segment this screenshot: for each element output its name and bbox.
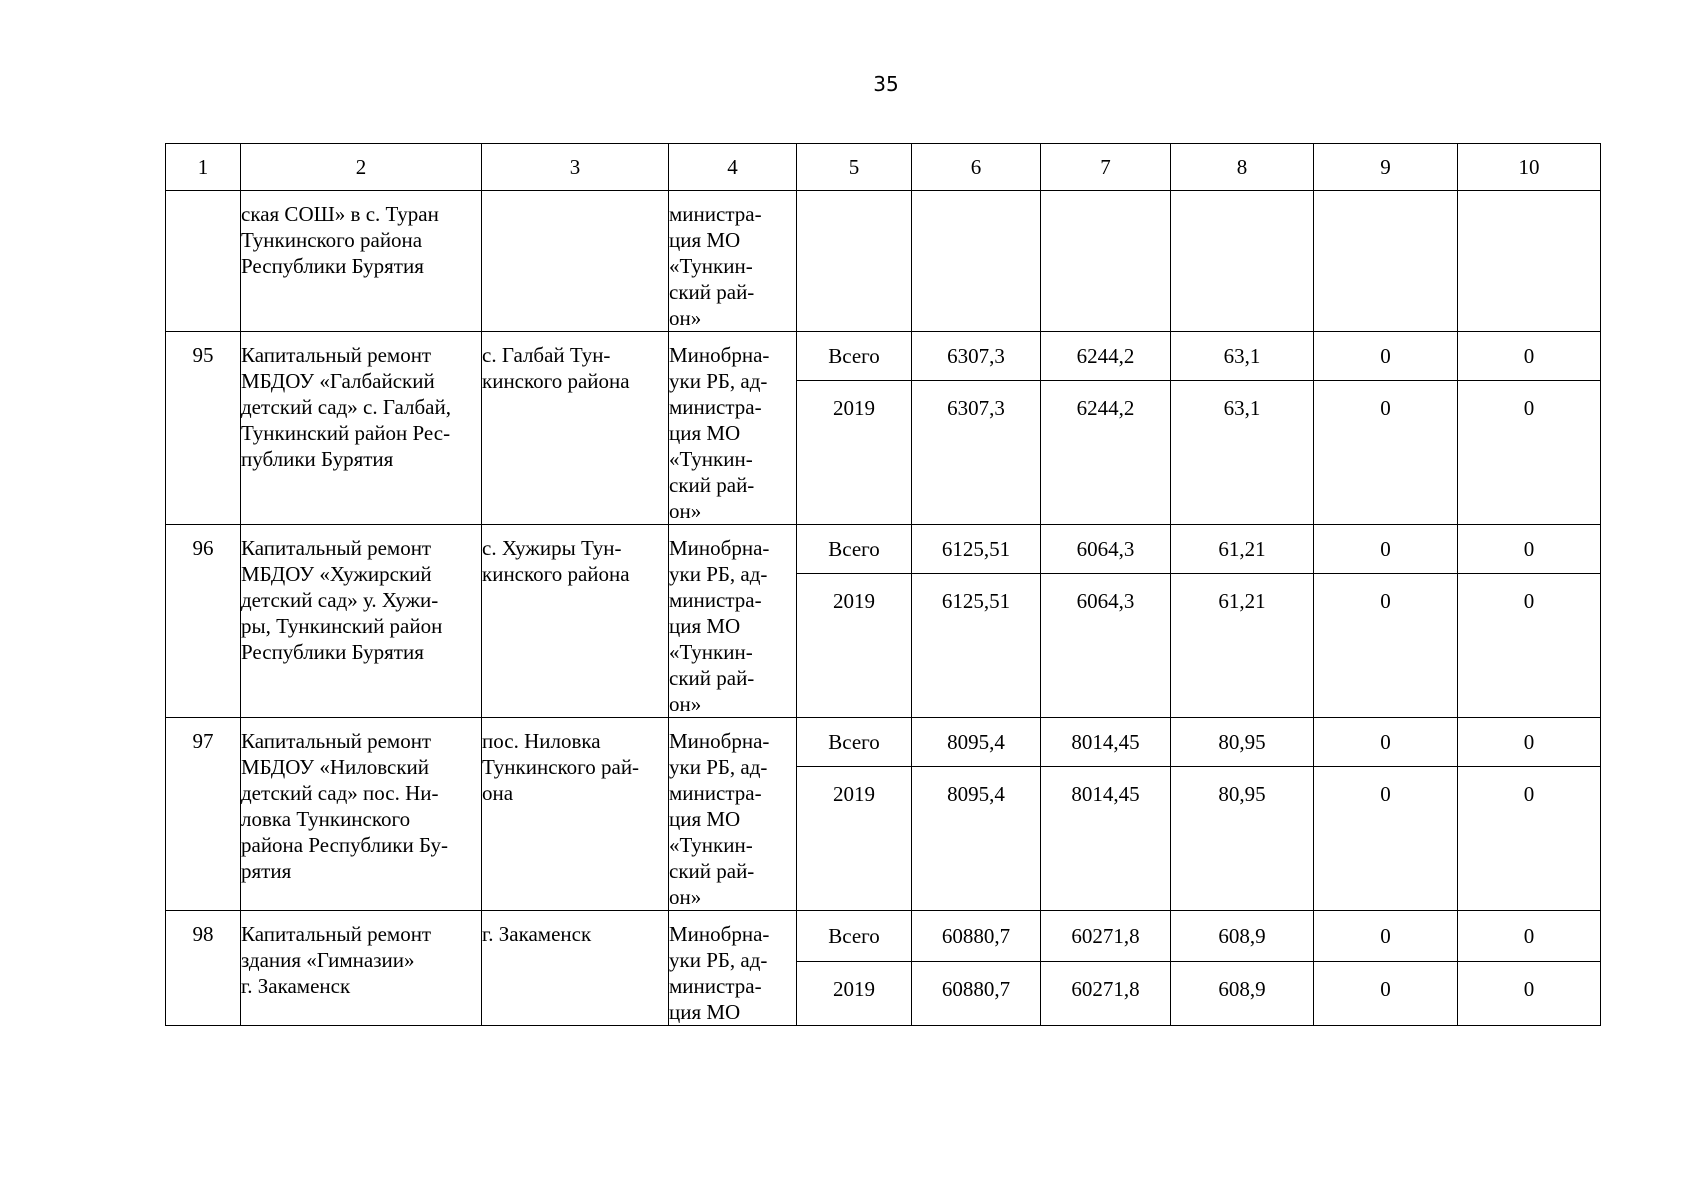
page-number: 35: [873, 72, 899, 96]
value-cell: 0: [1458, 380, 1601, 524]
period-cell: 2019: [797, 766, 912, 910]
text-line: ловка Тункинского: [241, 807, 411, 831]
period-cell: 2019: [797, 961, 912, 1026]
value-cell: 6244,2: [1041, 380, 1171, 524]
row-number: 96: [166, 525, 241, 718]
value-cell: 61,21: [1171, 525, 1314, 574]
text-line: уки РБ, ад-: [669, 562, 768, 586]
value-cell: 8095,4: [912, 718, 1041, 767]
text-line: МБДОУ «Галбайский: [241, 369, 435, 393]
text-line: рятия: [241, 859, 292, 883]
value-cell: 63,1: [1171, 332, 1314, 381]
header-cell: 4: [669, 144, 797, 191]
name-cell: [241, 718, 482, 911]
value-cell: 6064,3: [1041, 573, 1171, 717]
name-cell: [241, 191, 482, 332]
header-cell: 10: [1458, 144, 1601, 191]
value-cell: 80,95: [1171, 718, 1314, 767]
value-cell: 6064,3: [1041, 525, 1171, 574]
value-cell: 0: [1314, 961, 1458, 1026]
text-line: «Тункин-: [669, 447, 753, 471]
text-line: он»: [669, 306, 702, 330]
value-cell: [1314, 191, 1458, 332]
responsible-cell: [669, 191, 797, 332]
text-line: министра-: [669, 588, 762, 612]
text-line: Капитальный ремонт: [241, 922, 432, 946]
location-cell: [482, 525, 669, 718]
text-line: здания «Гимназии»: [241, 948, 415, 972]
header-cell: 8: [1171, 144, 1314, 191]
header-cell: 3: [482, 144, 669, 191]
text-line: пос. Ниловка: [482, 729, 601, 753]
text-line: детский сад» пос. Ни-: [241, 781, 439, 805]
header-cell: 7: [1041, 144, 1171, 191]
text-line: он»: [669, 499, 702, 523]
name-cell: [241, 525, 482, 718]
text-line: ский рай-: [669, 666, 755, 690]
text-line: МБДОУ «Хужирский: [241, 562, 432, 586]
header-cell: 5: [797, 144, 912, 191]
name-cell: [241, 332, 482, 525]
header-cell: 2: [241, 144, 482, 191]
location-cell: [482, 191, 669, 332]
value-cell: 0: [1314, 718, 1458, 767]
text-line: Минобрна-: [669, 536, 770, 560]
text-line: Капитальный ремонт: [241, 343, 432, 367]
text-line: Республики Бурятия: [241, 254, 424, 278]
text-line: ры, Тункинский район: [241, 614, 443, 638]
header-row: [166, 144, 1601, 191]
table-row: [166, 718, 1601, 767]
text-line: «Тункин-: [669, 640, 753, 664]
responsible-cell: [669, 525, 797, 718]
text-line: района Республики Бу-: [241, 833, 448, 857]
value-cell: 0: [1314, 380, 1458, 524]
text-line: г. Закаменск: [482, 922, 592, 946]
table-row: [166, 525, 1601, 574]
value-cell: [1041, 191, 1171, 332]
value-cell: 608,9: [1171, 911, 1314, 962]
value-cell: 6244,2: [1041, 332, 1171, 381]
value-cell: [1171, 191, 1314, 332]
text-line: он»: [669, 885, 702, 909]
text-line: министра-: [669, 974, 762, 998]
value-cell: 8014,45: [1041, 766, 1171, 910]
text-line: ция МО: [669, 614, 741, 638]
name-cell: [241, 911, 482, 1026]
text-line: детский сад» с. Галбай,: [241, 395, 451, 419]
text-line: уки РБ, ад-: [669, 948, 768, 972]
location-cell: [482, 911, 669, 1026]
header-cell: 9: [1314, 144, 1458, 191]
value-cell: 0: [1458, 718, 1601, 767]
text-line: публики Бурятия: [241, 447, 394, 471]
text-line: Капитальный ремонт: [241, 729, 432, 753]
period-cell: Всего: [797, 332, 912, 381]
value-cell: 0: [1314, 525, 1458, 574]
table-row: [166, 911, 1601, 962]
text-line: г. Закаменск: [241, 974, 351, 998]
text-line: ский рай-: [669, 473, 755, 497]
value-cell: 0: [1458, 525, 1601, 574]
header-cell: 6: [912, 144, 1041, 191]
value-cell: 0: [1458, 911, 1601, 962]
value-cell: 61,21: [1171, 573, 1314, 717]
value-cell: 60271,8: [1041, 911, 1171, 962]
text-line: ция МО: [669, 421, 741, 445]
text-line: министра-: [669, 395, 762, 419]
text-line: Тункинского района: [241, 228, 423, 252]
value-cell: 63,1: [1171, 380, 1314, 524]
location-cell: [482, 332, 669, 525]
row-number: 97: [166, 718, 241, 911]
value-cell: 6307,3: [912, 332, 1041, 381]
text-line: с. Хужиры Тун-: [482, 536, 622, 560]
value-cell: 0: [1458, 573, 1601, 717]
value-cell: 60880,7: [912, 961, 1041, 1026]
value-cell: 6125,51: [912, 573, 1041, 717]
text-line: Минобрна-: [669, 343, 770, 367]
value-cell: [1458, 191, 1601, 332]
value-cell: 0: [1314, 332, 1458, 381]
value-cell: 0: [1458, 766, 1601, 910]
text-line: он»: [669, 692, 702, 716]
value-cell: 0: [1458, 332, 1601, 381]
value-cell: 60271,8: [1041, 961, 1171, 1026]
text-line: с. Галбай Тун-: [482, 343, 611, 367]
period-cell: Всего: [797, 911, 912, 962]
text-line: Республики Бурятия: [241, 640, 424, 664]
text-line: детский сад» у. Хужи-: [241, 588, 439, 612]
row-number: 98: [166, 911, 241, 1026]
responsible-cell: [669, 911, 797, 1026]
text-line: МБДОУ «Ниловский: [241, 755, 430, 779]
period-cell: 2019: [797, 380, 912, 524]
value-cell: 6125,51: [912, 525, 1041, 574]
text-line: уки РБ, ад-: [669, 755, 768, 779]
text-line: министра-: [669, 781, 762, 805]
value-cell: 80,95: [1171, 766, 1314, 910]
value-cell: 8095,4: [912, 766, 1041, 910]
value-cell: 6307,3: [912, 380, 1041, 524]
text-line: ция МО: [669, 807, 741, 831]
text-line: «Тункин-: [669, 254, 753, 278]
text-line: кинского района: [482, 369, 630, 393]
period-cell: Всего: [797, 525, 912, 574]
text-line: ский рай-: [669, 859, 755, 883]
text-line: министра-: [669, 202, 762, 226]
value-cell: 0: [1314, 766, 1458, 910]
budget-table: [165, 143, 1601, 1026]
continued-row: [166, 191, 1601, 332]
row-number: 95: [166, 332, 241, 525]
text-line: Капитальный ремонт: [241, 536, 432, 560]
text-line: «Тункин-: [669, 833, 753, 857]
text-line: ская СОШ» в с. Туран: [241, 202, 439, 226]
value-cell: [912, 191, 1041, 332]
text-line: уки РБ, ад-: [669, 369, 768, 393]
text-line: ция МО: [669, 1000, 741, 1024]
period-cell: Всего: [797, 718, 912, 767]
text-line: Минобрна-: [669, 729, 770, 753]
text-line: Тункинского рай-: [482, 755, 640, 779]
value-cell: 0: [1314, 911, 1458, 962]
text-line: кинского района: [482, 562, 630, 586]
value-cell: 60880,7: [912, 911, 1041, 962]
text-line: ция МО: [669, 228, 741, 252]
text-line: Минобрна-: [669, 922, 770, 946]
header-cell: 1: [166, 144, 241, 191]
responsible-cell: [669, 718, 797, 911]
location-cell: [482, 718, 669, 911]
responsible-cell: [669, 332, 797, 525]
text-line: она: [482, 781, 514, 805]
text-line: ский рай-: [669, 280, 755, 304]
value-cell: [797, 191, 912, 332]
value-cell: 8014,45: [1041, 718, 1171, 767]
value-cell: 0: [1314, 573, 1458, 717]
text-line: Тункинский район Рес-: [241, 421, 451, 445]
value-cell: 0: [1458, 961, 1601, 1026]
value-cell: 608,9: [1171, 961, 1314, 1026]
period-cell: 2019: [797, 573, 912, 717]
table-row: [166, 332, 1601, 381]
num-cell: [166, 191, 241, 332]
